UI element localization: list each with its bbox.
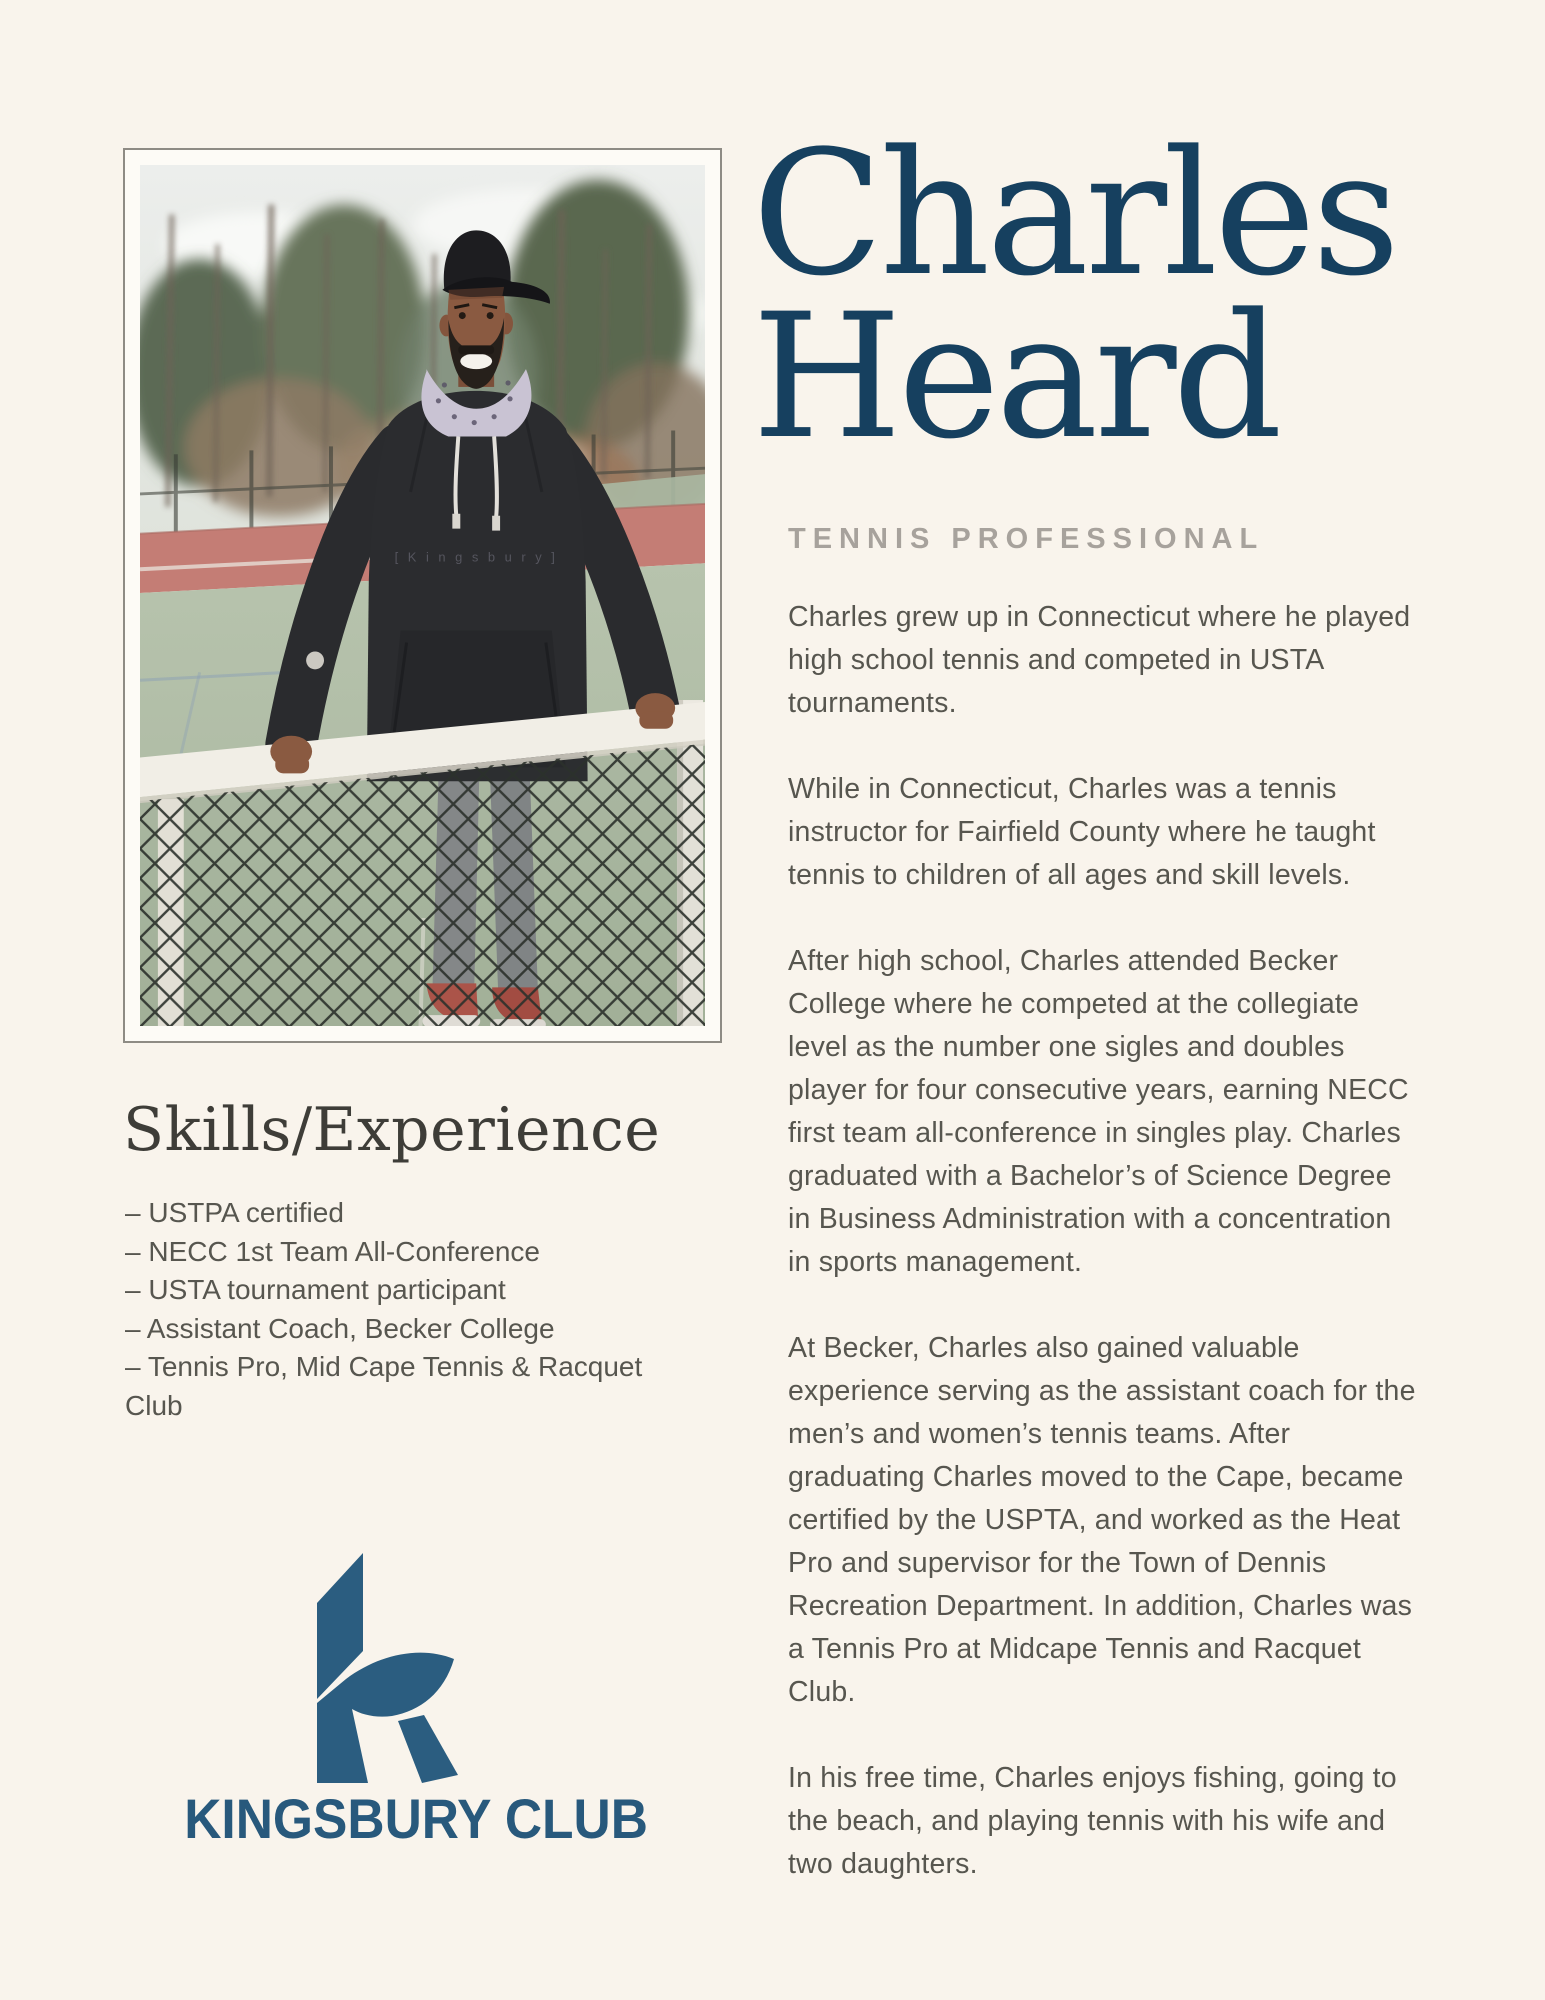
last-name: Heard [752, 276, 1279, 477]
kingsbury-club-logo-mark [306, 1553, 458, 1783]
hoodie-chest-text: [ K i n g s b u r y ] [394, 549, 558, 565]
bio-paragraph: After high school, Charles attended Becker College where he competed at the collegiate level as the number one sigles and doubles player for four consecutive years, earning NECC first team all-conference in singles play. Charles graduated with a Bachelor’s of Science Degree in Business Administration with a concentration in sports management. [788, 945, 1409, 1278]
portrait-photo [140, 165, 705, 1026]
bio-text [788, 596, 1416, 1929]
skills-list-item: – NECC 1st Team All-Conference [125, 1235, 540, 1267]
skills-heading: Skills/Experience [123, 1095, 661, 1165]
skills-list-item: – USTPA certified [125, 1197, 344, 1228]
photo-frame [123, 148, 722, 1043]
page-title [752, 113, 1512, 477]
bio-paragraph: Charles grew up in Connecticut where he played high school tennis and competed in USTA tournaments. [788, 601, 1411, 719]
drawstring-aglet [452, 514, 460, 529]
sleeve-logo-dot [306, 651, 324, 669]
kingsbury-club-logo-text: KINGSBURY CLUB [184, 1787, 648, 1850]
skills-list-item: – Assistant Coach, Becker College [125, 1312, 555, 1344]
drawstring-aglet [492, 516, 500, 531]
bio-paragraph: At Becker, Charles also gained valuable experience serving as the assistant coach for the men’s and women’s tennis teams. After graduating Charles moved to the Cape, became certified by the USPTA, and worked as the Heat Pro and supervisor for the Town of Dennis Recreation Department. In addition, Charles was a Tennis Pro at Midcape Tennis and Racquet Club. [788, 1332, 1416, 1708]
skills-list [125, 1194, 685, 1425]
bio-paragraph: While in Connecticut, Charles was a tennis instructor for Fairfield County where he taught tennis to children of all ages and skill levels. [788, 773, 1376, 891]
first-name: Charles [752, 113, 1397, 314]
bio-paragraph: In his free time, Charles enjoys fishing, going to the beach, and playing tennis with his wife and two daughters. [788, 1762, 1397, 1880]
skills-list-item: – USTA tournament participant [125, 1274, 506, 1305]
role-subtitle: TENNIS PROFESSIONAL [788, 523, 1265, 555]
skills-list-item: – Tennis Pro, Mid Cape Tennis & Racquet Club [125, 1351, 643, 1421]
